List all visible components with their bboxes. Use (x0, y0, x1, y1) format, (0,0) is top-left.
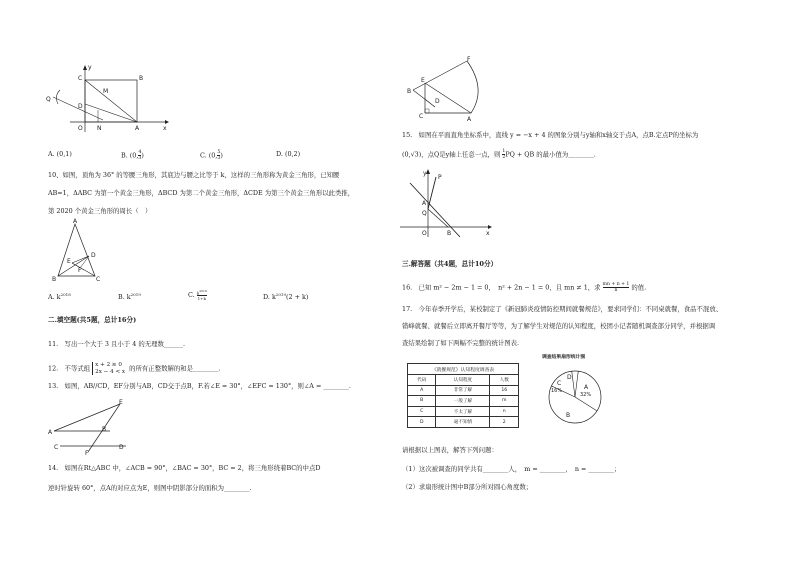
label-P: P (438, 174, 442, 181)
pie-label-C: C (557, 380, 562, 387)
table-header-row (408, 375, 519, 386)
label-B: B (447, 230, 452, 237)
label-D: D (78, 103, 83, 110)
figure-rotation-arc (405, 55, 495, 121)
table-header: 认知程度 (436, 375, 490, 386)
q10-option-a: A. $k^{2018}$ (48, 292, 71, 302)
label-F: F (85, 450, 89, 457)
q10-option-b: B. $k^{2019}$ (118, 292, 141, 302)
label-B: B (139, 75, 144, 82)
label-A: A (422, 200, 427, 207)
pie-label-A: A (584, 384, 589, 391)
q14-line-2: 逆时针旋转 60°，点A的对应点为E，则图中阴影部分的面积为________. (48, 484, 252, 492)
pie-title: 调查结果扇形统计图 (542, 355, 586, 360)
label-F: F (78, 267, 82, 274)
label-B: B (102, 426, 107, 433)
figure-parallel-lines (48, 398, 138, 456)
q9-option-a: A. (0,1) (48, 150, 72, 158)
q17-part-1: （1）这次被调查的同学共有________人， m = ________， n = ________； (402, 465, 621, 473)
pie-label-A-pct: 32% (580, 392, 592, 398)
pie-label-D: D (567, 374, 572, 381)
q17-ask: 请根据以上图表，解答下列问题： (402, 446, 498, 454)
label-E: E (119, 399, 123, 406)
label-N: N (97, 125, 102, 132)
table-row (408, 406, 519, 417)
table-header: 代码 (408, 375, 436, 386)
label-C: C (54, 444, 59, 451)
table-header: 人数 (490, 375, 519, 386)
q12-text: 12. 不等式组 x + 2 ≥ 0 2x − 4 < x 的所有正整数解的和是________. (48, 362, 221, 375)
label-C: C (419, 113, 424, 120)
label-Q: Q (422, 210, 427, 217)
q15-line-2: (0,√3)，点Q是y轴上任意一点，则 $\frac{1}{2}$ PQ + QB 的最小值为________. (402, 149, 596, 160)
survey-table (407, 363, 519, 428)
q17-line-3: 查结果绘制了如下两幅不完整的统计图表. (402, 339, 520, 347)
label-Q: Q (46, 96, 51, 103)
section-3-heading: 三.解答题（共4题，总计10分） (402, 260, 498, 268)
label-y: y (88, 64, 92, 71)
table-cell: 一般了解 (436, 396, 490, 407)
table-cell: 不太了解 (436, 406, 490, 417)
label-M: M (103, 88, 109, 95)
section-2-heading: 二.填空题(共5题，总计16分) (48, 316, 137, 324)
label-F: F (467, 56, 471, 63)
pie-label-C-pct: 16% (551, 388, 563, 394)
q9-option-d: D. (0,2) (276, 150, 301, 158)
label-x: x (486, 230, 490, 237)
q15-line-1: 15. 如图在平面直角坐标系中，直线 y = −x + 4 的图象分别与y轴和x轴交于点A，点B.定点P的坐标为 (402, 131, 699, 139)
table-cell: 2 (490, 417, 519, 428)
label-O: O (422, 230, 427, 237)
table-row (408, 385, 519, 396)
label-B: B (52, 276, 57, 283)
q10-line-2: AB=1，ΔABC 为第一个黄金三角形，ΔBCD 为第二个黄金三角形，ΔCDE 为第三个黄金三角形以此类推， (48, 189, 355, 197)
q9-option-b: B. (0, $\frac{4}{3}$ ) (121, 150, 144, 161)
label-C: C (78, 75, 83, 82)
q17-part-2: （2）求扇形统计图中B部分所对圆心角度数； (402, 483, 533, 491)
table-cell: D (408, 417, 436, 428)
label-D: D (119, 444, 124, 451)
q17-line-2: 错峰就餐、就餐后立即离开餐厅等等，为了解学生对规范的认知程度，校团小记者随机调查部分同学，并根据调 (402, 322, 716, 330)
q10-option-c: C. $\frac{k^{2019}}{1+k}$ (188, 289, 207, 302)
label-D: D (435, 98, 440, 105)
figure-golden-triangles (50, 218, 110, 283)
table-row (408, 396, 519, 407)
table-cell: m (490, 396, 519, 407)
table-cell: B (408, 396, 436, 407)
label-D: D (91, 252, 96, 259)
pie-chart (540, 365, 610, 435)
label-E: E (67, 258, 71, 265)
label-A: A (48, 429, 53, 436)
label-O: O (78, 125, 83, 132)
label-E: E (421, 77, 425, 84)
q10-line-1: 10、如图，顶角为 36° 的等腰三角形，其底边与腰之比等于 k，这样的三角形称为黄金三角形，已知腰 (48, 171, 340, 179)
table-cell: 毫不知情 (436, 417, 490, 428)
table-cell: A (408, 385, 436, 396)
label-C: C (96, 276, 101, 283)
table-row (408, 417, 519, 428)
label-A: A (135, 125, 140, 132)
label-x: x (163, 125, 167, 132)
table-caption: 《就餐规范》认知程度调查表 (408, 364, 519, 375)
figure-square-axes (40, 60, 170, 135)
q14-line-1: 14. 如图在Rt△ABC 中，∠ACB = 90°，∠BAC = 30°，BC = 2，将三角形绕着BC的中点D (48, 464, 321, 472)
table-cell: n (490, 406, 519, 417)
q10-option-d: D. $k^{2019}(2 + k)$ (263, 292, 309, 302)
pie-label-B: B (566, 412, 571, 419)
q16-text: 16. 已知 m² − 2m − 1 = 0， n² + 2n − 1 = 0，且 mn ≠ 1，求 $\frac{mn + n + 1}{n}$ 的值. (402, 282, 647, 293)
label-A: A (467, 116, 472, 123)
q9-option-c: C. (0, $\frac{5}{3}$ ) (200, 150, 223, 161)
figure-line-axes (398, 165, 493, 240)
label-B: B (407, 88, 412, 95)
q17-line-1: 17. 今年春季开学后，某校制定了《新冠肺炎疫情防控期间就餐规范》，要求同学们：不同桌就餐，食品不混放、 (402, 305, 723, 313)
table-cell: 16 (490, 385, 519, 396)
table-cell: C (408, 406, 436, 417)
q13-text: 13. 如图，AB//CD，EF分别与AB，CD交于点B，F.若∠E = 30°，∠EFC = 130°，则∠A = ________. (48, 382, 351, 390)
label-y: y (423, 170, 427, 177)
q11-text: 11. 写出一个大于 3 且小于 4 的无理数______. (48, 340, 186, 348)
label-A: A (73, 218, 78, 225)
table-cell: 非常了解 (436, 385, 490, 396)
q10-line-3: 第 2020 个黄金三角形的周长（ ） (48, 207, 152, 215)
